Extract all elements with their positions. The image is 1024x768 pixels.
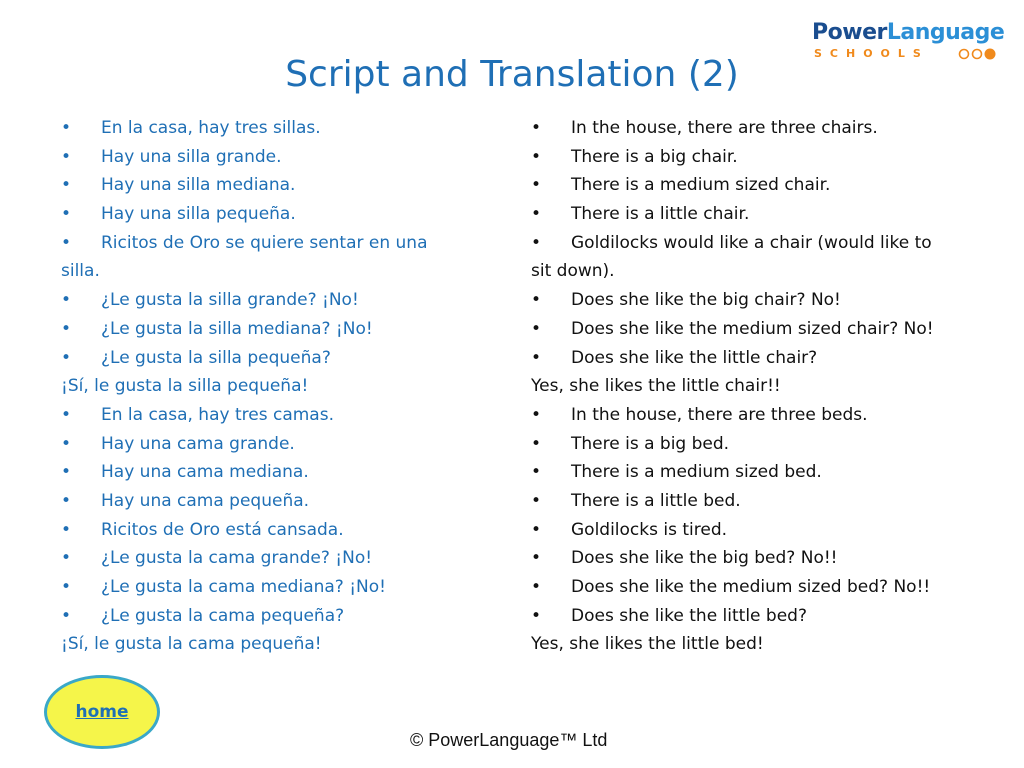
english-line-text: Does she like the medium sized bed? No!! — [571, 577, 931, 597]
spanish-line — [61, 257, 501, 286]
spanish-line-text: silla. — [61, 261, 100, 282]
bullet-icon: • — [531, 318, 542, 339]
english-line — [531, 430, 991, 459]
spanish-line — [61, 544, 501, 573]
english-line-text: There is a big chair. — [571, 146, 738, 167]
english-line — [531, 171, 991, 200]
english-line-text: There is a big bed. — [571, 433, 730, 454]
home-button-label[interactable]: home — [75, 702, 129, 722]
spanish-line-text: Hay una cama pequeña. — [101, 490, 310, 511]
english-line — [531, 344, 991, 373]
spanish-line — [61, 430, 501, 459]
copyright-footer: © PowerLanguage™ Ltd — [410, 730, 608, 750]
bullet-icon: • — [531, 175, 542, 196]
spanish-line — [61, 573, 501, 602]
spanish-line-text: ¿Le gusta la cama mediana? ¡No! — [101, 577, 386, 597]
english-line-text: In the house, there are three beds. — [571, 404, 868, 425]
bullet-icon: • — [61, 404, 72, 425]
english-line — [531, 286, 991, 315]
bullet-icon: • — [61, 433, 72, 454]
spanish-line-text: En la casa, hay tres sillas. — [101, 118, 321, 138]
spanish-script-column — [61, 114, 501, 659]
english-line — [531, 257, 991, 286]
bullet-icon: • — [531, 347, 542, 368]
spanish-line — [61, 630, 501, 659]
english-line — [531, 630, 991, 659]
bullet-icon: • — [531, 548, 542, 569]
english-line — [531, 487, 991, 516]
bullet-icon: • — [531, 290, 542, 311]
spanish-line-text: ¿Le gusta la silla grande? ¡No! — [101, 290, 359, 311]
spanish-line-text: Hay una cama mediana. — [101, 462, 309, 483]
bullet-icon: • — [61, 232, 72, 253]
spanish-line-text: ¡Sí, le gusta la cama pequeña! — [61, 634, 322, 655]
bullet-icon: • — [61, 146, 72, 167]
english-line-text: Does she like the medium sized chair? No! — [571, 318, 934, 339]
english-line — [531, 544, 991, 573]
bullet-icon: • — [531, 577, 542, 597]
bullet-icon: • — [61, 462, 72, 483]
spanish-line — [61, 171, 501, 200]
english-line-text: Yes, she likes the little bed! — [531, 634, 764, 655]
spanish-line — [61, 344, 501, 373]
english-line — [531, 315, 991, 344]
spanish-line-text: Hay una silla grande. — [101, 146, 282, 167]
bullet-icon: • — [531, 490, 542, 511]
english-line-text: There is a little chair. — [571, 204, 750, 225]
spanish-line — [61, 229, 501, 258]
bullet-icon: • — [531, 519, 542, 540]
bullet-icon: • — [61, 347, 72, 368]
spanish-line-text: Hay una silla pequeña. — [101, 204, 296, 225]
bullet-icon: • — [61, 519, 72, 540]
bullet-icon: • — [531, 118, 542, 138]
spanish-line-text: ¿Le gusta la cama grande? ¡No! — [101, 548, 373, 569]
spanish-line — [61, 114, 501, 143]
spanish-line — [61, 315, 501, 344]
english-line — [531, 602, 991, 631]
bullet-icon: • — [531, 462, 542, 483]
spanish-line-text: Hay una silla mediana. — [101, 175, 296, 196]
english-line-text: Does she like the big bed? No!! — [571, 548, 838, 569]
spanish-line — [61, 286, 501, 315]
english-line — [531, 114, 991, 143]
spanish-line — [61, 516, 501, 545]
spanish-line-text: Ricitos de Oro está cansada. — [101, 519, 344, 540]
spanish-line — [61, 602, 501, 631]
english-line — [531, 229, 991, 258]
bullet-icon: • — [61, 290, 72, 311]
spanish-line — [61, 401, 501, 430]
english-line — [531, 573, 991, 602]
spanish-line-text: ¿Le gusta la silla mediana? ¡No! — [101, 318, 373, 339]
bullet-icon: • — [61, 318, 72, 339]
english-line-text: Does she like the little chair? — [571, 347, 818, 368]
english-line — [531, 200, 991, 229]
logo-word-power: Power — [812, 20, 887, 45]
spanish-line — [61, 458, 501, 487]
spanish-line-text: En la casa, hay tres camas. — [101, 404, 334, 425]
logo-schools: SCHOOLS — [814, 47, 929, 60]
bullet-icon: • — [61, 548, 72, 569]
english-line-text: In the house, there are three chairs. — [571, 118, 878, 138]
spanish-line-text: ¡Sí, le gusta la silla pequeña! — [61, 376, 309, 397]
spanish-line — [61, 200, 501, 229]
english-line-text: There is a medium sized bed. — [571, 462, 822, 483]
bullet-icon: • — [61, 577, 72, 597]
english-line-text: Does she like the little bed? — [571, 605, 807, 626]
spanish-line — [61, 487, 501, 516]
english-line-text: sit down). — [531, 261, 615, 282]
english-line — [531, 516, 991, 545]
bullet-icon: • — [61, 118, 72, 138]
logo-word-language: Language — [886, 20, 1005, 45]
spanish-line-text: Ricitos de Oro se quiere sentar en una — [101, 232, 428, 253]
english-line-text: Does she like the big chair? No! — [571, 290, 841, 311]
bullet-icon: • — [61, 204, 72, 225]
english-line — [531, 401, 991, 430]
english-line — [531, 458, 991, 487]
bullet-icon: • — [531, 433, 542, 454]
spanish-line-text: ¿Le gusta la silla pequeña? — [101, 347, 331, 368]
bullet-icon: • — [61, 175, 72, 196]
bullet-icon: • — [531, 404, 542, 425]
english-line — [531, 143, 991, 172]
english-line — [531, 372, 991, 401]
spanish-line — [61, 372, 501, 401]
bullet-icon: • — [531, 146, 542, 167]
bullet-icon: • — [61, 605, 72, 626]
slide-title: Script and Translation (2) — [285, 54, 739, 95]
bullet-icon: • — [531, 232, 542, 253]
english-line-text: There is a little bed. — [571, 490, 741, 511]
english-line-text: Yes, she likes the little chair!! — [531, 376, 781, 397]
spanish-line — [61, 143, 501, 172]
bullet-icon: • — [531, 204, 542, 225]
english-line-text: Goldilocks is tired. — [571, 519, 728, 540]
spanish-line-text: Hay una cama grande. — [101, 433, 295, 454]
spanish-line-text: ¿Le gusta la cama pequeña? — [101, 605, 345, 626]
bullet-icon: • — [531, 605, 542, 626]
home-button[interactable] — [44, 675, 160, 749]
english-line-text: There is a medium sized chair. — [571, 175, 831, 196]
english-translation-column — [531, 114, 991, 659]
logo-wordmark — [812, 20, 1004, 46]
bullet-icon: • — [61, 490, 72, 511]
english-line-text: Goldilocks would like a chair (would like to — [571, 232, 932, 253]
